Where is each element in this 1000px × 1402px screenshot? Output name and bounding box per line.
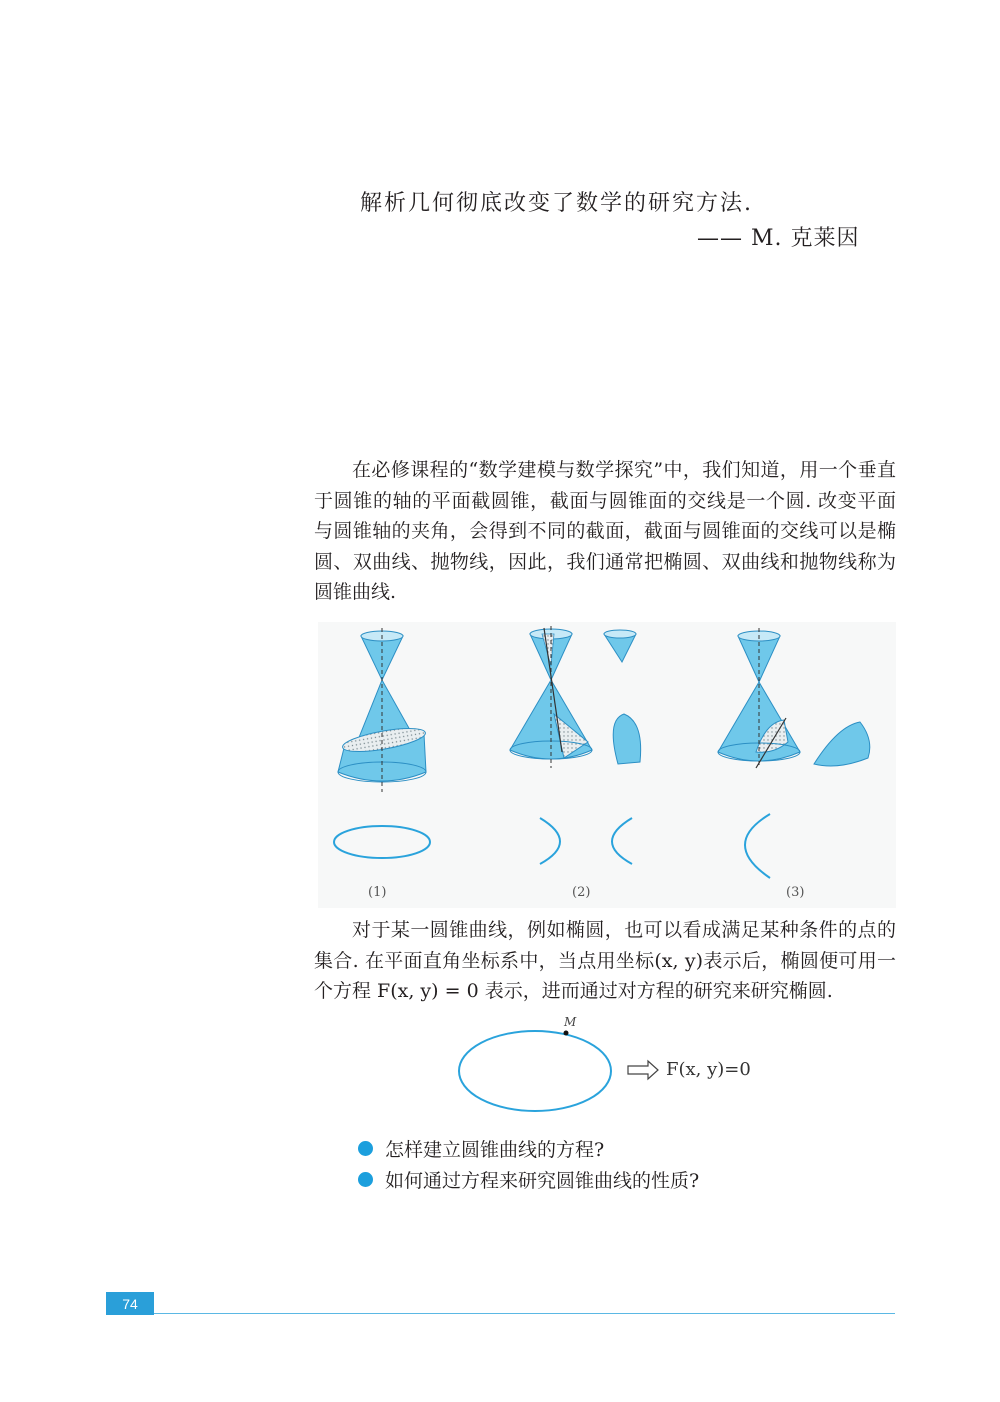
footer-rule — [154, 1313, 895, 1314]
hyperbola-left-branch — [540, 818, 560, 864]
cone-hyperbola-panel — [510, 626, 641, 768]
ellipse-shape — [459, 1031, 611, 1111]
implies-arrow-icon — [628, 1061, 658, 1079]
question-item — [358, 1133, 699, 1164]
cone-ellipse-panel — [338, 628, 427, 792]
page-number: 74 — [106, 1292, 154, 1315]
question-text: 怎样建立圆锥曲线的方程? — [385, 1139, 605, 1161]
hyperbola-right-branch — [612, 818, 632, 864]
epigraph-author: —— M. 克莱因 — [697, 226, 860, 251]
question-item — [358, 1164, 699, 1195]
caption-1: (1) — [368, 885, 387, 900]
point-m — [564, 1031, 569, 1036]
intro-paragraph: 在必修课程的“数学建模与数学探究”中，我们知道，用一个垂直于圆锥的轴的平面截圆锥，截面与圆锥面的交线是一个圆. 改变平面与圆锥轴的夹角，会得到不同的截面，截面与圆锥面的交线可以是椭圆、双曲线、抛物线，因此，我们通常把椭圆、双曲线和抛物线称为圆锥曲线. — [314, 459, 896, 603]
ellipse-curve — [334, 826, 430, 858]
caption-3: (3) — [786, 885, 805, 900]
second-paragraph: 对于某一圆锥曲线，例如椭圆，也可以看成满足某种条件的点的集合. 在平面直角坐标系中，当点用坐标(x, y)表示后，椭圆便可用一个方程 F(x, y) = 0 表示，进而通过对方程的研究来研究椭圆. — [314, 919, 896, 1002]
parabola-curve — [745, 814, 770, 878]
caption-2: (2) — [572, 885, 591, 900]
question-text: 如何通过方程来研究圆锥曲线的性质? — [385, 1170, 700, 1192]
epigraph-quote: 解析几何彻底改变了数学的研究方法. — [360, 191, 753, 216]
point-m-label: M — [564, 1015, 577, 1029]
bullet-dot-icon — [358, 1172, 373, 1187]
question-list — [358, 1133, 699, 1195]
ellipse-equation-figure — [448, 1015, 768, 1115]
conic-sections-illustration — [318, 622, 896, 908]
conic-sections-figure — [318, 622, 896, 908]
bullet-dot-icon — [358, 1141, 373, 1156]
cone-parabola-panel — [718, 628, 870, 768]
equation-label: F(x, y)=0 — [666, 1059, 751, 1080]
